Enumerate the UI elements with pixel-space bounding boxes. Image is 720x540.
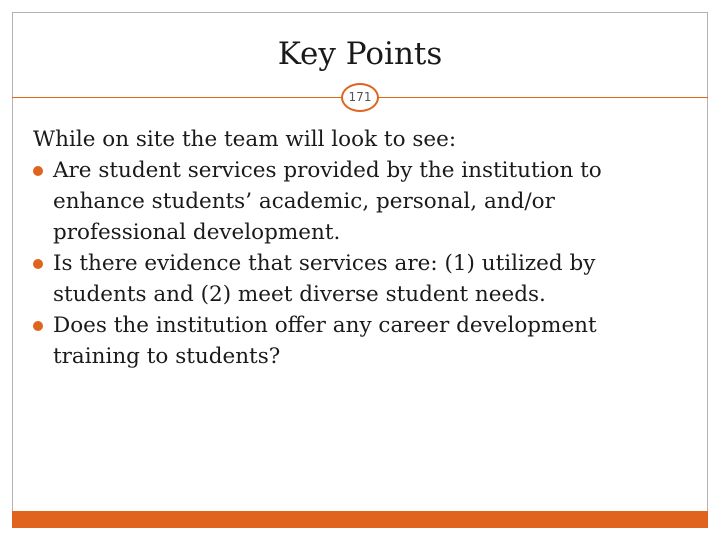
bullet-text: Does the institution offer any career development training to students? [53,313,597,369]
slide-title: Key Points [277,36,443,72]
intro-text: While on site the team will look to see: [33,127,457,152]
bullet-list [33,155,688,372]
page-number-badge: 171 [341,83,379,112]
bullet-item [33,155,688,248]
bullet-item [33,310,688,372]
bullet-icon [33,321,43,331]
footer-bar [12,511,708,528]
bullet-text: Are student services provided by the institution to enhance students’ academic, personal, and/or professional development. [53,158,602,245]
bullet-item [33,248,688,310]
slide-body [33,124,688,372]
bullet-text: Is there evidence that services are: (1) utilized by students and (2) meet diverse student needs. [53,251,596,307]
bullet-icon [33,166,43,176]
bullet-icon [33,259,43,269]
